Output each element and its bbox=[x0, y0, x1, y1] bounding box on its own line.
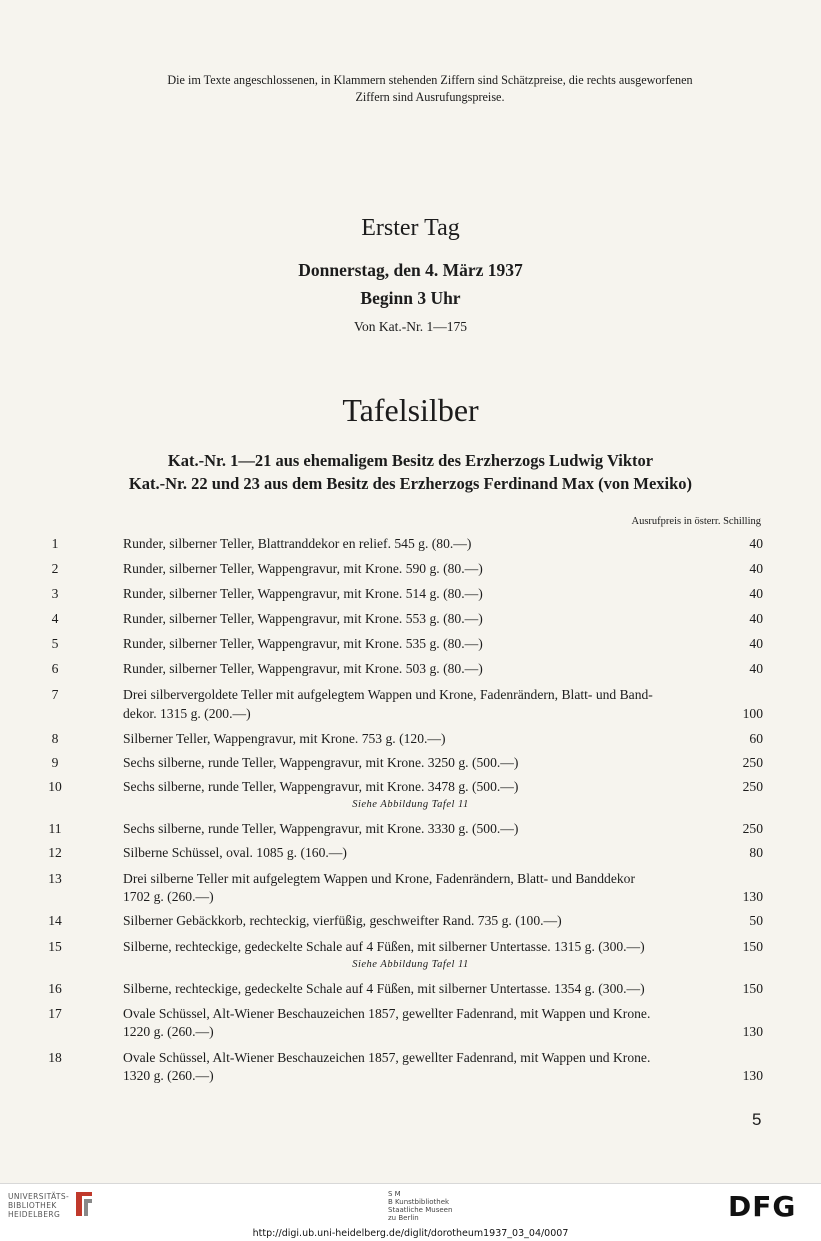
provenance-line-2: Kat.-Nr. 22 und 23 aus dem Besitz des Erzherzogs Ferdinand Max (von Mexiko) bbox=[128, 474, 693, 493]
lot-price: 130 bbox=[742, 889, 763, 904]
intro-line-2: Ziffern sind Ausrufungspreise. bbox=[355, 90, 505, 104]
lot-number: 1 bbox=[51, 536, 59, 551]
lot-description: Ovale Schüssel, Alt-Wiener Beschauzeichen 1857, gewellter Fadenrand, mit Wappen und Krone. bbox=[123, 1006, 651, 1021]
lot-description: Sechs silberne, runde Teller, Wappengravur, mit Krone. 3330 g. (500.—) bbox=[123, 821, 519, 836]
lot-description: Silberne Schüssel, oval. 1085 g. (160.—) bbox=[123, 845, 347, 860]
lot-description: Sechs silberne, runde Teller, Wappengravur, mit Krone. 3478 g. (500.—) bbox=[123, 779, 519, 794]
logo-text-line: B Kunstbibliothek bbox=[388, 1198, 450, 1206]
intro-note bbox=[100, 72, 760, 106]
lot-description: Silberne, rechteckige, gedeckelte Schale auf 4 Füßen, mit silberner Untertasse. 1315 g. (300.—) bbox=[123, 939, 645, 954]
lot-description: Runder, silberner Teller, Wappengravur, mit Krone. 503 g. (80.—) bbox=[123, 661, 483, 676]
logo-text-line: HEIDELBERG bbox=[8, 1210, 61, 1219]
lot-price: 40 bbox=[749, 536, 763, 551]
lot-description: Silberner Gebäckkorb, rechteckig, vierfüßig, geschweifter Rand. 735 g. (100.—) bbox=[123, 913, 562, 928]
lot-price: 40 bbox=[749, 636, 763, 651]
lot-number: 4 bbox=[51, 611, 59, 626]
lot-number: 16 bbox=[48, 981, 62, 996]
section-title: Tafelsilber bbox=[342, 392, 479, 428]
lot-number: 10 bbox=[48, 779, 62, 794]
lot-number: 8 bbox=[51, 731, 59, 746]
lot-number: 18 bbox=[48, 1050, 62, 1065]
lot-price: 100 bbox=[742, 706, 763, 721]
lot-price: 250 bbox=[742, 821, 763, 836]
lot-number: 3 bbox=[51, 586, 59, 601]
lot-description-continued: 1320 g. (260.—) bbox=[123, 1068, 214, 1083]
dfg-logo[interactable]: DFG bbox=[728, 1190, 797, 1223]
page-number: 5 bbox=[752, 1110, 762, 1129]
lot-number: 13 bbox=[48, 871, 62, 886]
lot-description: Drei silbervergoldete Teller mit aufgelegtem Wappen und Krone, Fadenrändern, Blatt- und Band- bbox=[123, 687, 653, 702]
provenance-line-1: Kat.-Nr. 1—21 aus ehemaligem Besitz des Erzherzogs Ludwig Viktor bbox=[167, 451, 654, 470]
library-emblem-icon bbox=[72, 1190, 96, 1218]
permalink-url[interactable]: http://digi.ub.uni-heidelberg.de/diglit/dorotheum1937_03_04/0007 bbox=[252, 1228, 569, 1239]
lot-price: 250 bbox=[742, 779, 763, 794]
lot-description: Sechs silberne, runde Teller, Wappengravur, mit Krone. 3250 g. (500.—) bbox=[123, 755, 519, 770]
kunstbibliothek-logo[interactable] bbox=[388, 1190, 452, 1222]
lot-number: 2 bbox=[51, 561, 59, 576]
lot-price: 130 bbox=[742, 1068, 763, 1083]
figure-reference: Siehe Abbildung Tafel 11 bbox=[352, 959, 469, 970]
lot-description-continued: 1702 g. (260.—) bbox=[123, 889, 214, 904]
lot-price: 150 bbox=[742, 939, 763, 954]
lot-price: 130 bbox=[742, 1024, 763, 1039]
lot-price: 40 bbox=[749, 586, 763, 601]
logo-text-line: BIBLIOTHEK bbox=[8, 1201, 57, 1210]
lot-description: Drei silberne Teller mit aufgelegtem Wappen und Krone, Fadenrändern, Blatt- und Banddekor bbox=[123, 871, 635, 886]
lot-number: 7 bbox=[51, 687, 59, 702]
lot-price: 40 bbox=[749, 611, 763, 626]
auction-date: Donnerstag, den 4. März 1937 bbox=[298, 260, 523, 280]
lot-number: 12 bbox=[48, 845, 62, 860]
lot-description: Runder, silberner Teller, Wappengravur, mit Krone. 535 g. (80.—) bbox=[123, 636, 483, 651]
lot-description: Silberne, rechteckige, gedeckelte Schale auf 4 Füßen, mit silberner Untertasse. 1354 g. (300.—) bbox=[123, 981, 645, 996]
lot-description-continued: dekor. 1315 g. (200.—) bbox=[123, 706, 251, 721]
lot-range: Von Kat.-Nr. 1—175 bbox=[354, 319, 467, 334]
lot-description: Runder, silberner Teller, Wappengravur, mit Krone. 553 g. (80.—) bbox=[123, 611, 483, 626]
lot-number: 14 bbox=[48, 913, 62, 928]
lot-description: Ovale Schüssel, Alt-Wiener Beschauzeichen 1857, gewellter Fadenrand, mit Wappen und Krone. bbox=[123, 1050, 651, 1065]
lot-description: Runder, silberner Teller, Wappengravur, mit Krone. 590 g. (80.—) bbox=[123, 561, 483, 576]
lot-price: 40 bbox=[749, 561, 763, 576]
logo-text-line: S M bbox=[388, 1190, 401, 1198]
lot-price: 250 bbox=[742, 755, 763, 770]
lot-description: Runder, silberner Teller, Wappengravur, mit Krone. 514 g. (80.—) bbox=[123, 586, 483, 601]
lot-number: 9 bbox=[51, 755, 59, 770]
lot-number: 15 bbox=[48, 939, 62, 954]
viewer-footer bbox=[0, 1183, 821, 1241]
lot-description: Runder, silberner Teller, Blattranddekor en relief. 545 g. (80.—) bbox=[123, 536, 472, 551]
auction-time: Beginn 3 Uhr bbox=[360, 288, 461, 308]
lot-number: 17 bbox=[48, 1006, 62, 1021]
lot-price: 50 bbox=[749, 913, 763, 928]
logo-text-line: Staatliche Museen bbox=[388, 1206, 453, 1214]
lot-price: 60 bbox=[749, 731, 763, 746]
lot-price: 150 bbox=[742, 981, 763, 996]
lot-number: 5 bbox=[51, 636, 59, 651]
intro-line-1: Die im Texte angeschlossenen, in Klammern stehenden Ziffern sind Schätzpreise, die rechts ausgeworfenen bbox=[167, 73, 693, 87]
logo-text-line: UNIVERSITÄTS- bbox=[8, 1192, 70, 1201]
logo-text-line: zu Berlin bbox=[388, 1214, 419, 1222]
lot-price: 80 bbox=[749, 845, 763, 860]
figure-reference: Siehe Abbildung Tafel 11 bbox=[352, 799, 469, 810]
price-column-header: Ausrufpreis in österr. Schilling bbox=[631, 516, 761, 527]
day-title: Erster Tag bbox=[361, 215, 460, 241]
lot-description: Silberner Teller, Wappengravur, mit Krone. 753 g. (120.—) bbox=[123, 731, 446, 746]
lot-number: 11 bbox=[48, 821, 62, 836]
lot-price: 40 bbox=[749, 661, 763, 676]
university-library-logo[interactable] bbox=[8, 1192, 69, 1219]
lot-description-continued: 1220 g. (260.—) bbox=[123, 1024, 214, 1039]
lot-number: 6 bbox=[51, 661, 59, 676]
